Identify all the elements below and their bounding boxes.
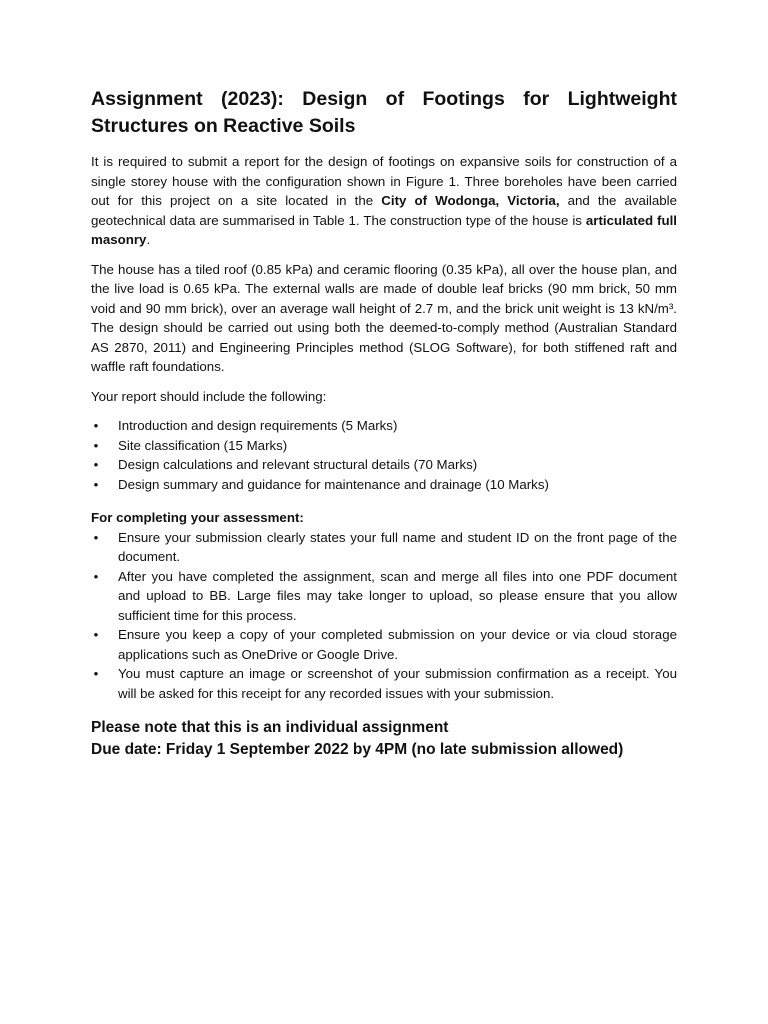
list-item xyxy=(91,664,677,703)
construction-type: articulated full masonry xyxy=(91,212,677,247)
list-item xyxy=(91,567,677,626)
list-item xyxy=(91,475,677,495)
site-location: City of Wodonga, Victoria, xyxy=(381,193,560,208)
bullet-icon: • xyxy=(93,568,99,584)
list-item-text: You must capture an image or screenshot of your submission confirmation as a receipt. You will be asked for this receipt for any recorded issues with your submission. xyxy=(118,666,677,701)
list-item-text: Ensure you keep a copy of your completed submission on your device or via cloud storage applications such as OneDrive or Google Drive. xyxy=(118,627,677,662)
list-item-text: After you have completed the assignment, scan and merge all files into one PDF document and upload to BB. Large files may take longer to upload, so please ensure that you allow sufficient time for this process. xyxy=(118,568,677,623)
loads-paragraph: The house has a tiled roof (0.85 kPa) and ceramic flooring (0.35 kPa), all over the house plan, and the live load is 0.65 kPa. The external walls are made of double leaf bricks (90 mm brick, 50 mm void and 90 mm brick), over an average wall height of 2.7 m, and the brick unit weight is 13 kN/m³. The design should be carried out using both the deemed-to-comply method (Australian Standard AS 2870, 2011) and Engineering Principles method (SLOG Software), for both stiffened raft and waffle raft foundations. xyxy=(91,261,677,374)
closing-notes xyxy=(91,717,677,761)
bullet-icon: • xyxy=(93,666,99,681)
list-item xyxy=(91,436,677,456)
bullet-icon: • xyxy=(93,627,99,642)
document-title: Assignment (2023): Design of Footings for Lightweight Structures on Reactive Soils xyxy=(91,88,677,137)
individual-assignment-note: Please note that this is an individual assignment xyxy=(91,719,449,736)
intro-text-3: . xyxy=(146,232,151,247)
list-item-text: Ensure your submission clearly states your full name and student ID on the front page of the document. xyxy=(118,529,677,564)
intro-text-1: It is required to submit a report for the design of footings on expansive soils for construction of a single storey house with the configuration shown in Figure 1. Three boreholes have been carried out for this project on a site located in the xyxy=(91,154,677,208)
report-requirements-list xyxy=(91,416,677,494)
list-item-text: Introduction and design requirements (5 Marks) xyxy=(118,418,398,433)
bullet-icon: • xyxy=(93,437,99,453)
report-intro: Your report should include the following: xyxy=(91,388,327,404)
list-item-text: Site classification (15 Marks) xyxy=(118,437,288,453)
list-item-text: Design summary and guidance for maintenance and drainage (10 Marks) xyxy=(118,476,549,492)
list-item xyxy=(91,455,677,475)
bullet-icon: • xyxy=(93,529,99,545)
assessment-list xyxy=(91,528,677,704)
document-page xyxy=(91,86,677,761)
due-date: Due date: Friday 1 September 2022 by 4PM (no late submission allowed) xyxy=(91,741,624,758)
list-item xyxy=(91,625,677,664)
list-item xyxy=(91,416,677,436)
bullet-icon: • xyxy=(93,418,99,433)
assessment-heading: For completing your assessment: xyxy=(91,510,304,525)
list-item xyxy=(91,528,677,567)
intro-paragraph xyxy=(91,152,677,250)
intro-text-2: and the available geotechnical data are summarised in Table 1. The construction type of the house is xyxy=(91,193,677,228)
bullet-icon: • xyxy=(93,457,99,472)
list-item-text: Design calculations and relevant structural details (70 Marks) xyxy=(118,457,478,472)
bullet-icon: • xyxy=(93,476,99,492)
